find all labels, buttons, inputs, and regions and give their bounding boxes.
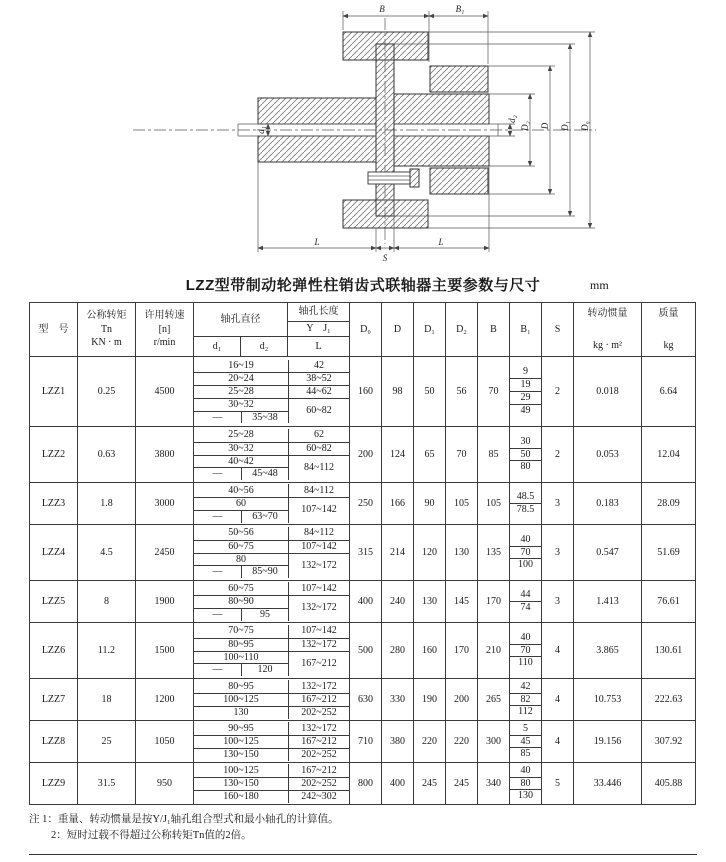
- cell-bores: [194, 581, 350, 623]
- header-S: S: [542, 303, 574, 357]
- b1-stack: [510, 765, 541, 802]
- cell-B1: [510, 679, 542, 721]
- cell-D: 380: [382, 721, 414, 763]
- bore-d1: —: [194, 663, 241, 676]
- cell-B: 70: [478, 357, 510, 427]
- bore-grid: [194, 582, 349, 620]
- cell-D: 330: [382, 679, 414, 721]
- b1-value: 40: [520, 764, 531, 776]
- cell-B1: [510, 623, 542, 679]
- cell-B1: [510, 525, 542, 581]
- b1-value: 85: [510, 747, 541, 760]
- cell-bores: [194, 721, 350, 763]
- cell-D2: 145: [446, 581, 478, 623]
- bore-L: 132~172: [288, 595, 349, 621]
- cell-D2: 70: [446, 427, 478, 483]
- bore-grid: [194, 680, 349, 718]
- b1-value: 48.5: [516, 491, 535, 503]
- b1-stack: [510, 632, 541, 669]
- cell-model: LZZ7: [30, 679, 78, 721]
- cell-D: 98: [382, 357, 414, 427]
- table-row: [30, 483, 696, 525]
- b1-stack: [510, 589, 541, 614]
- cell-B1: [510, 721, 542, 763]
- cell-B: 210: [478, 623, 510, 679]
- cell-bores: [194, 679, 350, 721]
- cell-D0: 200: [350, 427, 382, 483]
- bore-d: 80~95: [228, 680, 254, 692]
- cell-inertia: 0.183: [574, 483, 642, 525]
- b1-value: 49: [510, 404, 541, 417]
- bore-L: 107~142: [288, 582, 349, 595]
- bore-d1: —: [194, 467, 241, 480]
- cell-speed: 3800: [136, 427, 194, 483]
- header-D: D: [382, 303, 414, 357]
- cell-mass: 130.61: [642, 623, 696, 679]
- cell-B: 105: [478, 483, 510, 525]
- cell-mass: 405.88: [642, 763, 696, 805]
- cell-D1: 65: [414, 427, 446, 483]
- header-yj: Y J₁: [288, 322, 350, 337]
- bore-L: 132~172: [288, 553, 349, 579]
- bore-d2: 85~90: [241, 565, 288, 578]
- header-model: 型 号: [30, 303, 78, 357]
- cell-B: 170: [478, 581, 510, 623]
- bore-L: 107~142: [288, 625, 349, 638]
- bore-L: 84~112: [288, 527, 349, 540]
- bore-d: 30~32: [194, 398, 288, 411]
- table-row: [30, 679, 696, 721]
- cell-B1: [510, 427, 542, 483]
- cell-D0: 500: [350, 623, 382, 679]
- bore-d: 100~125: [223, 764, 259, 776]
- cell-D1: 160: [414, 623, 446, 679]
- cell-torque: 31.5: [78, 763, 136, 805]
- b1-value: 70: [510, 546, 541, 559]
- cell-bores: [194, 357, 350, 427]
- header-L: L: [288, 337, 350, 357]
- cell-D2: 245: [446, 763, 478, 805]
- b1-value: 50: [510, 448, 541, 461]
- bore-d: 60~75: [194, 540, 288, 553]
- bore-grid: [194, 484, 349, 522]
- bore-L: 242~302: [288, 790, 349, 803]
- bore-grid: [194, 625, 349, 676]
- cell-S: 4: [542, 721, 574, 763]
- bore-d: 100~125: [194, 735, 288, 748]
- bore-L: 42: [288, 360, 349, 373]
- cell-inertia: 0.053: [574, 427, 642, 483]
- cell-model: LZZ8: [30, 721, 78, 763]
- cell-S: 4: [542, 623, 574, 679]
- b1-value: 44: [520, 589, 531, 601]
- cell-torque: 25: [78, 721, 136, 763]
- header-torque-l1: 公称转矩: [86, 310, 127, 322]
- cell-inertia: 33.446: [574, 763, 642, 805]
- cell-speed: 1900: [136, 581, 194, 623]
- cell-torque: 4.5: [78, 525, 136, 581]
- cell-inertia: 3.865: [574, 623, 642, 679]
- elastic-pin: [368, 172, 410, 184]
- b1-value: 80: [510, 460, 541, 473]
- cell-D1: 130: [414, 581, 446, 623]
- header-D2: D₂: [446, 303, 478, 357]
- cell-D0: 160: [350, 357, 382, 427]
- cell-model: LZZ5: [30, 581, 78, 623]
- bore-L: 167~212: [288, 764, 349, 777]
- header-B1: B₁: [510, 303, 542, 357]
- b1-value: 130: [510, 789, 541, 802]
- cell-D0: 315: [350, 525, 382, 581]
- cell-speed: 2450: [136, 525, 194, 581]
- coupling-drawing: [118, 2, 618, 268]
- bore-L: 132~172: [288, 680, 349, 693]
- bore-L: 44~62: [288, 385, 349, 398]
- bore-grid: [194, 722, 349, 760]
- cell-bores: [194, 483, 350, 525]
- b1-stack: [510, 534, 541, 571]
- cell-mass: 51.69: [642, 525, 696, 581]
- cell-D0: 630: [350, 679, 382, 721]
- cell-inertia: 19.156: [574, 721, 642, 763]
- header-row-1: [30, 303, 696, 322]
- header-D1: D₁: [414, 303, 446, 357]
- table-row: [30, 763, 696, 805]
- cell-mass: 307.92: [642, 721, 696, 763]
- unit-label: mm: [590, 278, 609, 292]
- bore-grid: [194, 527, 349, 578]
- bore-d2: 120: [241, 663, 288, 676]
- page-title: LZZ型带制动轮弹性柱销齿式联轴器主要参数与尺寸: [185, 277, 541, 294]
- cell-B1: [510, 483, 542, 525]
- cell-S: 3: [542, 581, 574, 623]
- bore-d: 60~75: [228, 582, 254, 594]
- cell-speed: 1500: [136, 623, 194, 679]
- b1-stack: [510, 681, 541, 718]
- header-speed: [136, 303, 194, 357]
- spec-table-body: [30, 357, 696, 805]
- cell-B1: [510, 357, 542, 427]
- header-torque: [78, 303, 136, 357]
- cell-B: 135: [478, 525, 510, 581]
- header-speed-l1: 许用转速: [144, 310, 185, 322]
- bore-d: 130~150: [194, 748, 288, 761]
- cell-D1: 50: [414, 357, 446, 427]
- b1-value: 40: [520, 533, 531, 545]
- b1-value: 30: [520, 435, 531, 447]
- bore-d2: 45~48: [241, 467, 288, 480]
- bore-d2: 63~70: [241, 510, 288, 523]
- cell-B: 340: [478, 763, 510, 805]
- right-hub-bottom: [394, 136, 489, 166]
- b1-value: 112: [510, 705, 541, 718]
- flange-disc: [376, 44, 394, 216]
- bore-d: 16~19: [228, 360, 254, 371]
- bore-d: 80~95: [194, 638, 288, 651]
- bore-L: 167~212: [288, 693, 349, 706]
- right-hub-top: [394, 94, 489, 124]
- cell-D1: 220: [414, 721, 446, 763]
- bore-d: 25~28: [228, 429, 254, 441]
- cell-S: 5: [542, 763, 574, 805]
- bore-L: 107~142: [288, 497, 349, 523]
- header-inertia-l1: 转动惯量: [587, 307, 628, 319]
- bore-d: 80: [194, 553, 288, 566]
- bore-d: 40~56: [228, 484, 254, 496]
- cell-B: 265: [478, 679, 510, 721]
- b1-value: 5: [523, 722, 528, 734]
- b1-value: 42: [520, 680, 531, 692]
- cell-inertia: 1.413: [574, 581, 642, 623]
- bore-L: 167~212: [288, 651, 349, 677]
- cell-inertia: 10.753: [574, 679, 642, 721]
- cell-D: 214: [382, 525, 414, 581]
- bore-L: 62: [288, 429, 349, 442]
- bore-d: 80~90: [194, 595, 288, 608]
- header-bore-len: 轴孔长度: [288, 303, 350, 322]
- bore-d: 20~24: [194, 372, 288, 385]
- sleeve-bottom: [430, 168, 488, 194]
- cell-speed: 1050: [136, 721, 194, 763]
- cell-mass: 6.64: [642, 357, 696, 427]
- dim-label-dd2: D₂: [520, 121, 530, 131]
- dim-label-dd: D: [540, 122, 550, 130]
- cell-bores: [194, 623, 350, 679]
- bore-L: 202~252: [288, 748, 349, 761]
- cell-D2: 56: [446, 357, 478, 427]
- cell-bores: [194, 763, 350, 805]
- header-D0: D₀: [350, 303, 382, 357]
- cell-D0: 800: [350, 763, 382, 805]
- b1-stack: [510, 723, 541, 760]
- bore-d: 40~42: [194, 455, 288, 468]
- cell-torque: 0.63: [78, 427, 136, 483]
- cell-model: LZZ4: [30, 525, 78, 581]
- table-row: [30, 623, 696, 679]
- bore-d: 60: [194, 497, 288, 510]
- cell-D0: 400: [350, 581, 382, 623]
- cell-D0: 250: [350, 483, 382, 525]
- bore-d2: 95: [241, 608, 288, 621]
- bore-L: 84~112: [288, 484, 349, 497]
- cell-torque: 18: [78, 679, 136, 721]
- table-row: [30, 581, 696, 623]
- cell-S: 3: [542, 483, 574, 525]
- cell-speed: 1200: [136, 679, 194, 721]
- header-d2: d₂: [241, 337, 288, 357]
- dim-label-b: B: [379, 4, 385, 14]
- cell-S: 2: [542, 357, 574, 427]
- bore-L: 60~82: [288, 442, 349, 455]
- bore-d1: —: [194, 608, 241, 621]
- header-torque-l3: KN · m: [91, 337, 122, 349]
- bore-d2: 35~38: [241, 411, 288, 424]
- b1-value: 100: [510, 558, 541, 571]
- cell-D2: 130: [446, 525, 478, 581]
- b1-value: 80: [510, 777, 541, 790]
- bore-d: 50~56: [228, 527, 254, 539]
- bore-d1: —: [194, 411, 241, 424]
- header-mass: [642, 303, 696, 357]
- bore-grid: [194, 429, 349, 480]
- cell-model: LZZ9: [30, 763, 78, 805]
- cell-model: LZZ6: [30, 623, 78, 679]
- cell-torque: 0.25: [78, 357, 136, 427]
- cell-model: LZZ2: [30, 427, 78, 483]
- table-row: [30, 721, 696, 763]
- cell-model: LZZ1: [30, 357, 78, 427]
- note-1: 注 1：重量、转动惯量是按Y/J₁轴孔组合型式和最小轴孔的计算值。: [29, 814, 339, 825]
- bore-d: 25~28: [194, 385, 288, 398]
- bore-L: 167~212: [288, 735, 349, 748]
- header-bore-dia: 轴孔直径: [194, 303, 288, 337]
- bore-L: 107~142: [288, 540, 349, 553]
- bore-d: 70~75: [228, 625, 254, 637]
- note-2: 2：短时过载不得超过公称转矩Tn值的2倍。: [51, 830, 252, 842]
- cell-D: 280: [382, 623, 414, 679]
- header-B: B: [478, 303, 510, 357]
- cell-mass: 76.61: [642, 581, 696, 623]
- table-row: [30, 427, 696, 483]
- header-torque-l2: Tn: [100, 323, 113, 335]
- cell-S: 2: [542, 427, 574, 483]
- cell-B: 300: [478, 721, 510, 763]
- b1-value: 70: [510, 644, 541, 657]
- b1-value: 29: [510, 391, 541, 404]
- cell-B: 85: [478, 427, 510, 483]
- cell-torque: 1.8: [78, 483, 136, 525]
- bore-grid: [194, 764, 349, 802]
- spec-table-wrap: [29, 302, 697, 805]
- cell-model: LZZ3: [30, 483, 78, 525]
- cell-D: 166: [382, 483, 414, 525]
- bore-d: 90~95: [228, 722, 254, 734]
- dim-label-l-left: L: [314, 237, 320, 247]
- cell-D1: 245: [414, 763, 446, 805]
- bore-d: 30~32: [194, 442, 288, 455]
- dim-label-b1: B₁: [455, 4, 465, 14]
- header-d1: d₁: [194, 337, 241, 357]
- header-speed-l3: r/min: [153, 337, 176, 349]
- cell-D: 240: [382, 581, 414, 623]
- cell-D1: 190: [414, 679, 446, 721]
- b1-value: 45: [510, 735, 541, 748]
- cell-mass: 222.63: [642, 679, 696, 721]
- bore-d1: —: [194, 565, 241, 578]
- dim-label-d1: d₁: [256, 126, 266, 134]
- bore-L: 38~52: [288, 372, 349, 385]
- table-row: [30, 525, 696, 581]
- dim-label-l-right: L: [438, 237, 444, 247]
- header-inertia: [574, 303, 642, 357]
- b1-value: 110: [510, 656, 541, 669]
- cell-D2: 220: [446, 721, 478, 763]
- left-hub-bottom: [258, 136, 376, 162]
- dim-label-s: S: [382, 253, 388, 263]
- cell-D2: 170: [446, 623, 478, 679]
- cell-bores: [194, 427, 350, 483]
- cell-D: 124: [382, 427, 414, 483]
- bore-L: 60~82: [288, 398, 349, 424]
- cell-B1: [510, 581, 542, 623]
- bore-L: 132~172: [288, 722, 349, 735]
- header-speed-l2: [n]: [158, 323, 171, 335]
- cell-inertia: 0.547: [574, 525, 642, 581]
- cell-S: 3: [542, 525, 574, 581]
- cell-speed: 950: [136, 763, 194, 805]
- cell-S: 4: [542, 679, 574, 721]
- cell-speed: 3000: [136, 483, 194, 525]
- dim-label-dd1: D₁: [560, 121, 570, 131]
- b1-value: 9: [523, 366, 528, 378]
- cell-D1: 90: [414, 483, 446, 525]
- cell-D2: 105: [446, 483, 478, 525]
- pin-nut: [410, 169, 419, 187]
- bore-d1: —: [194, 510, 241, 523]
- cell-bores: [194, 525, 350, 581]
- bore-d: 130: [194, 706, 288, 719]
- bore-d: 160~180: [194, 790, 288, 803]
- b1-stack: [510, 491, 541, 516]
- header-mass-l2: kg: [663, 339, 674, 351]
- bore-L: 132~172: [288, 638, 349, 651]
- cell-B1: [510, 763, 542, 805]
- b1-value: 74: [510, 601, 541, 614]
- cell-torque: 8: [78, 581, 136, 623]
- b1-value: 40: [520, 631, 531, 643]
- header-mass-l1: 质量: [658, 307, 679, 319]
- b1-value: 78.5: [510, 503, 541, 516]
- bore-L: 84~112: [288, 455, 349, 481]
- b1-stack: [510, 366, 541, 416]
- cell-D2: 200: [446, 679, 478, 721]
- bore-d: 100~125: [194, 693, 288, 706]
- bore-d: 130~150: [194, 777, 288, 790]
- cell-speed: 4500: [136, 357, 194, 427]
- cell-D: 400: [382, 763, 414, 805]
- bore-d: 100~110: [194, 651, 288, 664]
- bore-grid: [194, 360, 349, 424]
- b1-value: 82: [510, 693, 541, 706]
- dim-label-d2: d₂: [507, 115, 517, 123]
- header-inertia-l2: kg · m²: [592, 339, 623, 351]
- cell-D0: 710: [350, 721, 382, 763]
- cell-D1: 120: [414, 525, 446, 581]
- table-row: [30, 357, 696, 427]
- cell-mass: 28.09: [642, 483, 696, 525]
- dim-label-dd0: D₀: [580, 121, 590, 131]
- b1-value: 19: [510, 378, 541, 391]
- bore-L: 202~252: [288, 777, 349, 790]
- notes: [29, 812, 697, 855]
- b1-stack: [510, 436, 541, 473]
- cell-inertia: 0.018: [574, 357, 642, 427]
- left-hub-top: [258, 98, 376, 124]
- bore-L: 202~252: [288, 706, 349, 719]
- cell-torque: 11.2: [78, 623, 136, 679]
- spec-table: [29, 302, 696, 805]
- sleeve-top: [430, 66, 488, 92]
- cell-mass: 12.04: [642, 427, 696, 483]
